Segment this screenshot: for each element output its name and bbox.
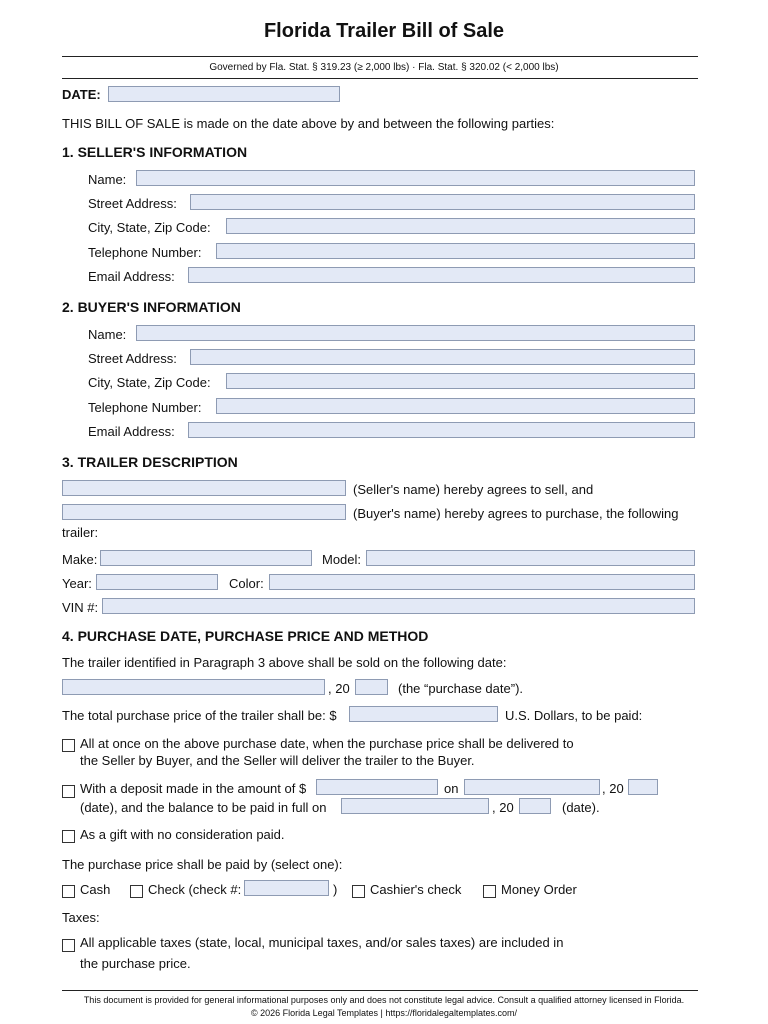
all-at-once-checkbox[interactable] xyxy=(62,739,75,752)
buyer-email-label: Email Address: xyxy=(88,424,175,439)
color-field[interactable] xyxy=(269,574,695,590)
total-price-field[interactable] xyxy=(349,706,498,722)
total-price-text: The total purchase price of the trailer shall be: $ xyxy=(62,708,337,723)
footer-disclaimer: This document is provided for general informational purposes only and does not constitute legal advice. Consult a qualified attorney licensed in Florida. xyxy=(83,995,685,1005)
buyer-phone-label: Telephone Number: xyxy=(88,400,202,415)
buyer-city-label: City, State, Zip Code: xyxy=(88,375,211,390)
date-field[interactable] xyxy=(108,86,340,102)
taxes-checkbox[interactable] xyxy=(62,939,75,952)
year-label: Year: xyxy=(62,576,92,591)
vin-field[interactable] xyxy=(102,598,695,614)
purchase-heading: 4. PURCHASE DATE, PURCHASE PRICE AND METHOD xyxy=(62,628,429,644)
balance-year-field[interactable] xyxy=(519,798,551,814)
trailer-word: trailer: xyxy=(62,525,99,540)
money-order-label: Money Order xyxy=(501,882,577,897)
trailer-buyer-name-field[interactable] xyxy=(62,504,346,520)
taxes-text-1: All applicable taxes (state, local, municipal taxes, and/or sales taxes) are included in xyxy=(80,935,564,950)
balance-comma-20: , 20 xyxy=(492,800,514,815)
deposit-amount-field[interactable] xyxy=(316,779,438,795)
seller-phone-label: Telephone Number: xyxy=(88,245,202,260)
gift-checkbox[interactable] xyxy=(62,830,75,843)
cashiers-check-checkbox[interactable] xyxy=(352,885,365,898)
seller-email-label: Email Address: xyxy=(88,269,175,284)
money-order-checkbox[interactable] xyxy=(483,885,496,898)
footer-rule xyxy=(62,990,698,991)
seller-phone-field[interactable] xyxy=(216,243,695,259)
model-label: Model: xyxy=(322,552,362,567)
seller-email-field[interactable] xyxy=(188,267,695,283)
check-checkbox[interactable] xyxy=(130,885,143,898)
deposit-year-field[interactable] xyxy=(628,779,658,795)
cashiers-check-label: Cashier's check xyxy=(370,882,462,897)
purchase-year-field[interactable] xyxy=(355,679,388,695)
seller-city-label: City, State, Zip Code: xyxy=(88,220,211,235)
make-field[interactable] xyxy=(100,550,312,566)
buyer-street-label: Street Address: xyxy=(88,351,177,366)
vin-label: VIN #: xyxy=(62,600,99,615)
year-field[interactable] xyxy=(96,574,218,590)
governing-rule xyxy=(62,78,698,79)
buyer-street-field[interactable] xyxy=(190,349,695,365)
deposit-text-1: With a deposit made in the amount of $ xyxy=(80,781,307,796)
seller-name-label: Name: xyxy=(88,172,127,187)
purchase-date-note: (the “purchase date”). xyxy=(398,681,524,696)
buyer-name-field[interactable] xyxy=(136,325,695,341)
trailer-heading: 3. TRAILER DESCRIPTION xyxy=(62,454,238,470)
deposit-comma-20: , 20 xyxy=(602,781,624,796)
color-label: Color: xyxy=(229,576,264,591)
balance-date-field[interactable] xyxy=(341,798,489,814)
all-at-once-text-1: All at once on the above purchase date, when the purchase price shall be delivered to xyxy=(80,736,574,751)
seller-street-label: Street Address: xyxy=(88,196,177,211)
usd-paid-text: U.S. Dollars, to be paid: xyxy=(505,708,643,723)
seller-heading: 1. SELLER'S INFORMATION xyxy=(62,144,248,160)
sold-on-text: The trailer identified in Paragraph 3 above shall be sold on the following date: xyxy=(62,655,507,670)
check-number-field[interactable] xyxy=(244,880,329,896)
governing-statutes: Governed by Fla. Stat. § 319.23 (≥ 2,000 lbs) · Fla. Stat. § 320.02 (< 2,000 lbs) xyxy=(209,62,559,73)
deposit-on-text: on xyxy=(444,781,459,796)
intro-text: THIS BILL OF SALE is made on the date above by and between the following parties: xyxy=(62,116,555,131)
seller-street-field[interactable] xyxy=(190,194,695,210)
cash-checkbox[interactable] xyxy=(62,885,75,898)
buyer-city-field[interactable] xyxy=(226,373,695,389)
buyer-email-field[interactable] xyxy=(188,422,695,438)
all-at-once-text-2: the Seller by Buyer, and the Seller will deliver the trailer to the Buyer. xyxy=(80,753,475,768)
model-field[interactable] xyxy=(366,550,695,566)
deposit-date-field[interactable] xyxy=(464,779,600,795)
page-title: Florida Trailer Bill of Sale xyxy=(263,20,505,42)
cash-label: Cash xyxy=(80,882,111,897)
buyer-name-label: Name: xyxy=(88,327,127,342)
deposit-text-2: (date), and the balance to be paid in full on xyxy=(80,800,327,815)
buyer-phone-field[interactable] xyxy=(216,398,695,414)
footer-copyright: © 2026 Florida Legal Templates | https://floridalegaltemplates.com/ xyxy=(251,1008,517,1018)
purchase-date-comma-20: , 20 xyxy=(328,681,350,696)
gift-text: As a gift with no consideration paid. xyxy=(80,827,285,842)
check-label: Check (check #: xyxy=(148,882,242,897)
seller-city-field[interactable] xyxy=(226,218,695,234)
trailer-seller-agrees: (Seller's name) hereby agrees to sell, and xyxy=(353,482,594,497)
make-label: Make: xyxy=(62,552,98,567)
deposit-checkbox[interactable] xyxy=(62,785,75,798)
balance-date-paren: (date). xyxy=(562,800,600,815)
check-close-paren: ) xyxy=(333,882,338,897)
taxes-label: Taxes: xyxy=(62,910,100,925)
date-label: DATE: xyxy=(62,87,101,102)
title-rule xyxy=(62,56,698,57)
seller-name-field[interactable] xyxy=(136,170,695,186)
paid-by-text: The purchase price shall be paid by (select one): xyxy=(62,857,343,872)
buyer-heading: 2. BUYER'S INFORMATION xyxy=(62,299,241,315)
purchase-date-field[interactable] xyxy=(62,679,325,695)
taxes-text-2: the purchase price. xyxy=(80,956,191,971)
trailer-buyer-agrees: (Buyer's name) hereby agrees to purchase, the following xyxy=(353,506,679,521)
trailer-seller-name-field[interactable] xyxy=(62,480,346,496)
